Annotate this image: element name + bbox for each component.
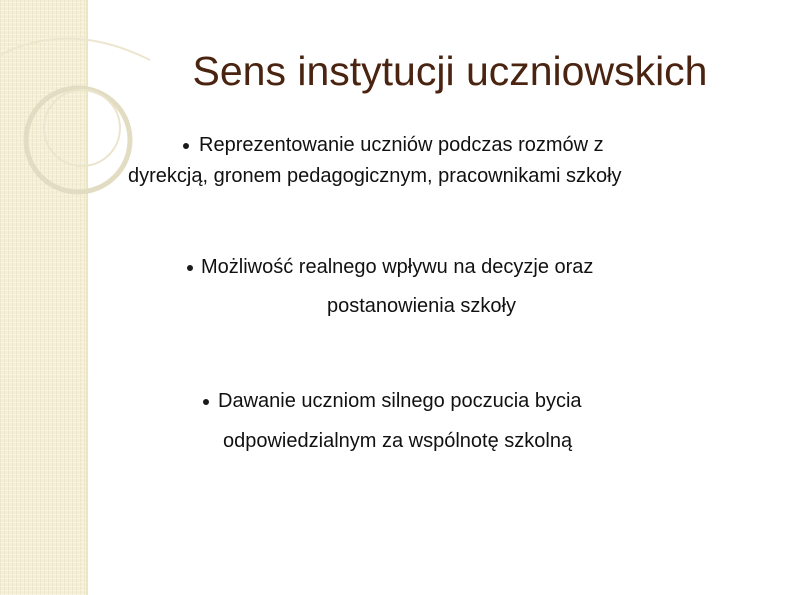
bullet-2-line-1: Możliwość realnego wpływu na decyzje oraz (201, 256, 594, 278)
bullet-2-line-2: postanowienia szkoły (327, 295, 516, 317)
bullet-dot-3 (203, 399, 209, 405)
bullet-dot-1 (183, 143, 189, 149)
bullet-1-line-1: Reprezentowanie uczniów podczas rozmów z (199, 134, 604, 156)
deco-circle-large (26, 88, 130, 192)
deco-circle-inner (44, 90, 120, 166)
bullet-1-line-2: dyrekcją, gronem pedagogicznym, pracownikami szkoły (128, 165, 622, 187)
bullet-3-line-2: odpowiedzialnym za wspólnotę szkolną (223, 430, 573, 452)
decorative-circles (0, 0, 160, 230)
bullet-3-line-1: Dawanie uczniom silnego poczucia bycia (218, 390, 582, 412)
bullet-dot-2 (187, 265, 193, 271)
slide-title: Sens instytucji uczniowskich (192, 48, 708, 94)
